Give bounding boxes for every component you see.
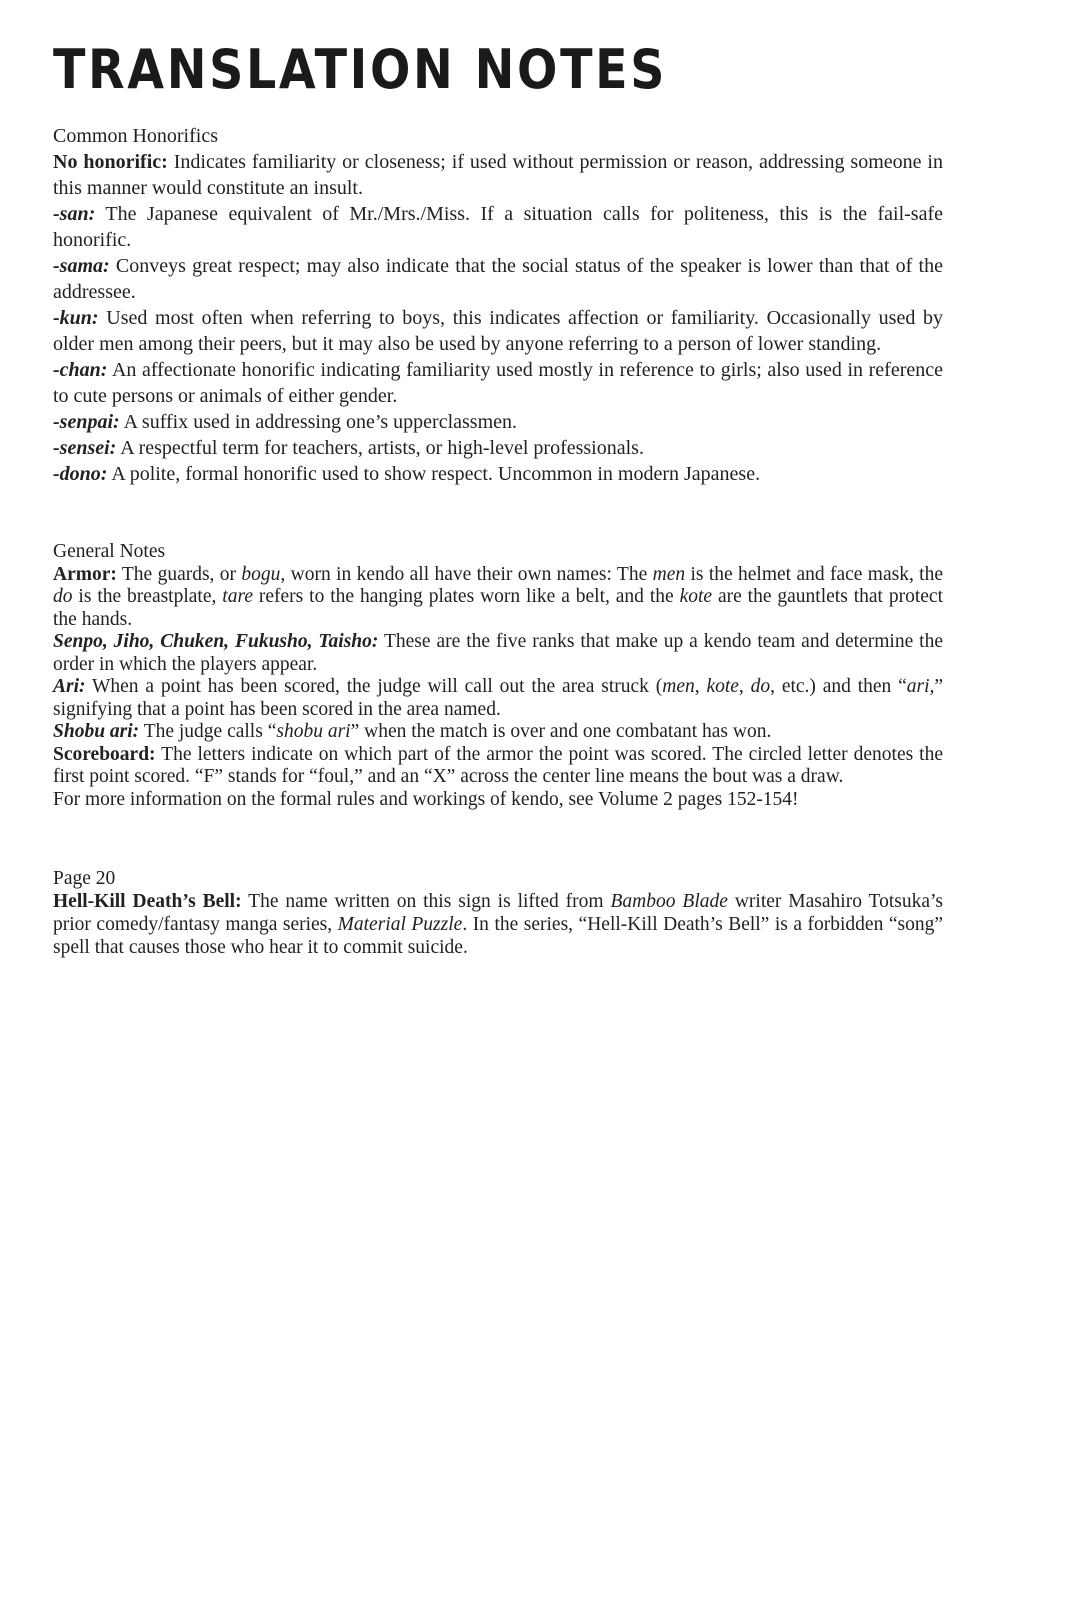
text: The letters indicate on which part of the armor the point was scored. The circled letter denotes the first point scored. “F” stands for “foul,” and an “X” across the center line means the bout was a draw. bbox=[53, 743, 943, 787]
note-shobu-ari bbox=[53, 721, 943, 744]
honorific-entry-dono bbox=[53, 461, 943, 487]
term: Senpo, Jiho, Chuken, Fukusho, Taisho: bbox=[53, 631, 379, 652]
text: The guards, or bbox=[116, 563, 242, 585]
honorifics-section bbox=[53, 123, 943, 487]
term-men: men bbox=[652, 563, 686, 585]
honorific-entry-san bbox=[53, 201, 943, 253]
work-title: Bamboo Blade bbox=[610, 891, 728, 912]
text: is the breastplate, bbox=[72, 586, 223, 607]
text: is the helmet and face mask, the bbox=[685, 563, 943, 585]
note-armor bbox=[53, 564, 943, 632]
term: -dono: bbox=[53, 463, 108, 485]
note-scoreboard bbox=[53, 744, 943, 789]
page-heading: Page 20 bbox=[53, 868, 116, 889]
more-info-note: For more information on the formal rules and workings of kendo, see Volume 2 pages 152-154! bbox=[53, 788, 799, 810]
term-men: men bbox=[662, 676, 695, 697]
definition: The Japanese equivalent of Mr./Mrs./Miss. If a situation calls for politeness, this is the fail-safe honorific. bbox=[53, 203, 943, 251]
page-notes-section bbox=[53, 867, 943, 959]
term-ari: ari, bbox=[906, 676, 935, 697]
text: , bbox=[738, 676, 751, 697]
definition: Used most often when referring to boys, this indicates affection or familiarity. Occasionally used by older men among their peers, but it may also be used by anyone referring to a person of lower standing. bbox=[53, 307, 943, 355]
honorific-entry-sensei bbox=[53, 435, 943, 461]
honorific-entry-sama bbox=[53, 253, 943, 305]
text: . In the series, “Hell-Kill Death’s Bell” is a forbidden “song” spell that causes those who hear it to commit suicide. bbox=[53, 914, 943, 958]
text: The name written on this sign is lifted from bbox=[241, 891, 611, 912]
term: -sama: bbox=[53, 255, 110, 277]
honorifics-heading: Common Honorifics bbox=[53, 125, 218, 147]
term: No honorific: bbox=[53, 151, 168, 173]
text: writer Masahiro Totsuka’s prior comedy/fantasy manga series, bbox=[53, 891, 943, 935]
definition: A respectful term for teachers, artists, or high-level professionals. bbox=[116, 437, 644, 459]
term-do: do bbox=[750, 676, 771, 697]
text: , bbox=[694, 676, 707, 697]
work-title: Material Puzzle bbox=[337, 914, 463, 935]
term: Ari: bbox=[53, 676, 86, 697]
term: Hell-Kill Death’s Bell: bbox=[53, 891, 242, 912]
term: -kun: bbox=[53, 307, 99, 329]
term: -sensei: bbox=[53, 437, 117, 459]
term-do: do bbox=[53, 586, 73, 607]
text: are the gauntlets that protect the hands. bbox=[53, 586, 943, 630]
term: Scoreboard: bbox=[53, 743, 156, 765]
term-kote: kote bbox=[679, 586, 713, 607]
text: These are the five ranks that make up a kendo team and determine the order in which the players appear. bbox=[53, 631, 943, 675]
text: When a point has been scored, the judge will call out the area struck ( bbox=[85, 676, 663, 697]
text: ” signifying that a point has been scored in the area named. bbox=[53, 676, 944, 720]
honorific-entry-chan bbox=[53, 357, 943, 409]
honorific-entry-no-honorific bbox=[53, 149, 943, 201]
term: Shobu ari: bbox=[53, 721, 140, 742]
honorific-entry-kun bbox=[53, 305, 943, 357]
definition: Conveys great respect; may also indicate that the social status of the speaker is lower than that of the addressee. bbox=[53, 255, 943, 303]
term: -chan: bbox=[53, 359, 108, 381]
definition: A polite, formal honorific used to show respect. Uncommon in modern Japanese. bbox=[107, 463, 761, 485]
text: The judge calls “ bbox=[139, 721, 277, 742]
honorific-entry-senpai bbox=[53, 409, 943, 435]
page-title: TRANSLATION NOTES bbox=[53, 38, 668, 101]
definition: Indicates familiarity or closeness; if used without permission or reason, addressing someone in this manner would constitute an insult. bbox=[53, 151, 943, 199]
term: -senpai: bbox=[53, 411, 120, 433]
note-ranks bbox=[53, 631, 943, 676]
term: -san: bbox=[53, 203, 96, 225]
term-tare: tare bbox=[222, 586, 253, 607]
term-bogu: bogu bbox=[241, 563, 281, 585]
text: , etc.) and then “ bbox=[770, 676, 907, 697]
general-notes-heading: General Notes bbox=[53, 541, 166, 562]
text: ” when the match is over and one combatant has won. bbox=[350, 721, 772, 742]
note-hell-kill bbox=[53, 890, 943, 959]
text: , worn in kendo all have their own names: The bbox=[280, 563, 653, 585]
term-shobu-ari: shobu ari bbox=[276, 721, 351, 742]
definition: An affectionate honorific indicating familiarity used mostly in reference to girls; also used in reference to cute persons or animals of either gender. bbox=[53, 359, 943, 407]
general-notes-section bbox=[53, 541, 943, 811]
note-ari bbox=[53, 676, 943, 721]
term-kote: kote bbox=[706, 676, 739, 697]
text: refers to the hanging plates worn like a belt, and the bbox=[252, 586, 680, 607]
definition: A suffix used in addressing one’s upperclassmen. bbox=[119, 411, 518, 433]
term: Armor: bbox=[53, 563, 117, 585]
